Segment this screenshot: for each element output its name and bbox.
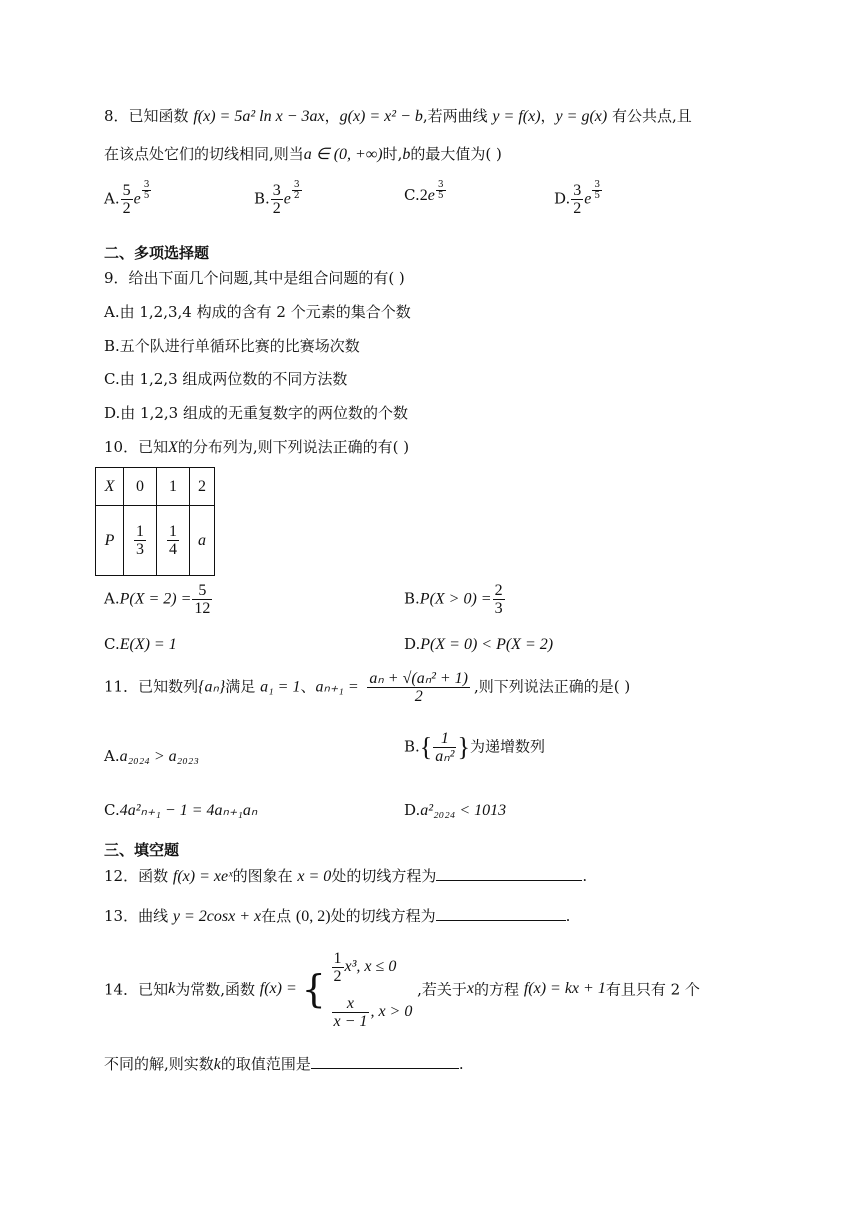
- expression: a₂₀₂₄ > a₂₀₂₃: [119, 748, 199, 765]
- numerator: 5: [192, 582, 212, 600]
- table-cell: X: [96, 468, 124, 506]
- numerator: 3: [437, 180, 444, 190]
- q11-option-d: [404, 800, 506, 821]
- q8-curve: y = g(x): [555, 108, 608, 125]
- numerator: aₙ + √(aₙ² + 1): [369, 670, 468, 687]
- q14-text: 不同的解,则实数: [104, 1055, 214, 1073]
- table-cell: 0: [124, 468, 157, 506]
- q8-text: 的最大值为( ): [410, 145, 502, 163]
- q12-point: x = 0: [297, 868, 332, 885]
- q10-option-c: [104, 634, 177, 655]
- table-cell: 1: [157, 468, 190, 506]
- q12-text: 函数: [138, 867, 169, 885]
- fraction: [134, 523, 146, 558]
- q10-variable: X: [168, 439, 178, 456]
- denominator: 2: [333, 967, 342, 985]
- q14-number: 14．: [104, 980, 139, 999]
- q14-end: .: [458, 1055, 464, 1073]
- table-cell: a: [190, 506, 215, 576]
- q8-option-c: C.2e $\frac{3}{5}$: [404, 180, 444, 204]
- numerator: 1: [433, 730, 456, 748]
- numerator: 1: [333, 949, 342, 967]
- numerator: 3: [272, 182, 281, 199]
- option-label: A.: [104, 589, 120, 608]
- numerator: 5: [122, 182, 131, 199]
- piecewise-case-1: [331, 944, 413, 989]
- q10-text: 的分布列为,则下列说法正确的有( ): [177, 438, 410, 456]
- q10-option-a: [104, 582, 213, 617]
- q11-recurrence-lhs: aₙ₊₁ =: [315, 678, 359, 696]
- fraction: [271, 182, 283, 217]
- fraction: [167, 523, 179, 558]
- piecewise-cases: [331, 944, 413, 1034]
- expression: P(X = 2) =: [119, 590, 192, 608]
- option-label: C.: [104, 801, 120, 819]
- q10-number: 10．: [104, 438, 139, 456]
- q11-text: 满足: [225, 677, 256, 696]
- option-label: C.: [104, 635, 120, 653]
- q11-separator: 、: [300, 677, 316, 696]
- q10-stem: [104, 437, 409, 458]
- q14-line1: [104, 944, 700, 1034]
- q8-text: 已知函数: [128, 107, 189, 125]
- q12-number: 12．: [104, 867, 139, 885]
- q11-text: ,则下列说法正确的是( ): [474, 677, 631, 696]
- exponent-fraction: [142, 180, 152, 201]
- fraction: [433, 730, 456, 765]
- q12: [104, 866, 587, 887]
- table-cell: P: [96, 506, 124, 576]
- answer-blank[interactable]: [436, 920, 566, 921]
- q11-number: 11．: [104, 677, 139, 696]
- q12-function: f(x) = xeˣ: [172, 868, 233, 885]
- q8-g-definition: g(x) = x² − b: [339, 108, 423, 125]
- q11-option-a: [104, 746, 199, 767]
- q14-var-x: x: [466, 980, 475, 997]
- q10-text: 已知: [138, 438, 169, 456]
- denominator: 2: [414, 688, 423, 705]
- q11-option-c: [104, 800, 257, 821]
- denominator: 4: [169, 541, 177, 558]
- q14-text: 已知: [138, 980, 169, 999]
- numerator: 3: [573, 182, 582, 199]
- q11-stem: [104, 670, 630, 705]
- q13-text: 在点: [261, 907, 292, 925]
- numerator: x: [332, 995, 370, 1013]
- numerator: 1: [136, 523, 144, 540]
- q13: [104, 906, 570, 927]
- q14-var-k: k: [213, 1056, 221, 1073]
- q9-option-c: C.由 1,2,3 组成两位数的不同方法数: [104, 370, 348, 388]
- denominator: 2: [293, 191, 300, 201]
- q11-text: 已知数列: [138, 677, 199, 696]
- denominator: 5: [143, 191, 150, 201]
- fraction: [121, 182, 133, 217]
- q8-f-definition: f(x) = 5a² ln x − 3ax: [193, 108, 325, 125]
- q8-line2: [104, 144, 502, 165]
- table-cell: [124, 506, 157, 576]
- denominator: 12: [194, 600, 211, 617]
- q14-equation: f(x) = kx + 1: [523, 980, 606, 997]
- section-heading-multiple-choice: 二、多项选择题: [104, 244, 210, 262]
- q14-text: 为常数,函数: [175, 980, 255, 999]
- option-label: D.: [404, 801, 421, 819]
- option-label: D.: [404, 635, 421, 653]
- option-label: B.: [404, 737, 420, 756]
- expression: P(X = 0) < P(X = 2): [420, 636, 554, 653]
- denominator: 2: [272, 200, 281, 217]
- q13-curve: y = 2cosx + x: [172, 908, 262, 925]
- expression: P(X > 0) =: [419, 590, 492, 608]
- fraction: [192, 582, 212, 617]
- distribution-table: [95, 467, 215, 576]
- q14-text: ,若关于: [417, 980, 467, 999]
- q8-text: 有公共点,且: [611, 107, 692, 125]
- piecewise-case-2: [331, 989, 413, 1034]
- q9-stem: 9．给出下面几个问题,其中是组合问题的有( ): [104, 269, 405, 287]
- q8-var-b: b: [402, 146, 411, 163]
- exponent-fraction: [436, 180, 446, 201]
- fraction: [332, 995, 370, 1030]
- exponent-fraction: [592, 180, 602, 201]
- option-label: B.: [404, 589, 420, 608]
- q11-recurrence-fraction: [367, 670, 470, 705]
- expression: 4a²ₙ₊₁ − 1 = 4aₙ₊₁aₙ: [119, 802, 258, 819]
- case-condition: x³, x ≤ 0: [344, 958, 397, 975]
- piecewise-brace: {: [301, 967, 326, 1011]
- table-cell: [157, 506, 190, 576]
- q10-option-d: [404, 634, 553, 655]
- q8-line1: 8．已知函数 f(x) = 5a² ln x − 3ax，g(x) = x² − b,若两曲线 y = f(x)，y = g(x) 有公共点,且: [104, 107, 692, 125]
- section-heading-fill-in: 三、填空题: [104, 841, 180, 859]
- option-label: C.: [404, 186, 420, 204]
- exponent-fraction: [292, 180, 302, 201]
- denominator: 3: [494, 600, 503, 617]
- fraction: [332, 950, 344, 985]
- q8-curve: y = f(x): [492, 108, 541, 125]
- q8-option-b: B. $\frac{3}{2}$ e $\frac{3}{2}$: [254, 180, 300, 217]
- table-row: [96, 506, 215, 576]
- q9-option-a: A.由 1,2,3,4 构成的含有 2 个元素的集合个数: [104, 303, 411, 321]
- q13-point: (0, 2): [295, 908, 331, 925]
- q8-condition: a ∈ (0, +∞): [303, 146, 383, 163]
- q12-text: 处的切线方程为: [331, 867, 437, 885]
- option-label: D.: [554, 189, 571, 208]
- q12-end: .: [582, 867, 588, 885]
- q14-line2: [104, 1054, 464, 1075]
- q13-end: .: [565, 907, 571, 925]
- case-condition: , x > 0: [370, 1003, 413, 1020]
- q9-option-d: D.由 1,2,3 组成的无重复数字的两位数的个数: [104, 404, 408, 422]
- denominator: 5: [594, 191, 601, 201]
- q13-text: 处的切线方程为: [330, 907, 436, 925]
- fraction: [493, 582, 505, 617]
- answer-blank[interactable]: [436, 880, 582, 881]
- table-cell: 2: [190, 468, 215, 506]
- option-label: A.: [104, 747, 120, 765]
- q14-text: 的取值范围是: [220, 1055, 311, 1073]
- numerator: 2: [494, 582, 503, 599]
- numerator: 3: [143, 180, 150, 190]
- answer-blank[interactable]: [311, 1068, 459, 1069]
- numerator: 1: [169, 523, 177, 540]
- q13-number: 13．: [104, 907, 139, 925]
- q8-option-a: A. $\frac{5}{2}$ e $\frac{3}{5}$: [104, 180, 150, 217]
- denominator: 2: [573, 200, 582, 217]
- q8-number: 8．: [104, 107, 129, 125]
- numerator: 3: [293, 180, 300, 190]
- q8-text: ,若两曲线: [422, 107, 488, 125]
- q9-option-b: B.五个队进行单循环比赛的比赛场次数: [104, 337, 360, 355]
- q14-text: 的方程: [474, 980, 520, 999]
- option-label: A.: [104, 189, 120, 208]
- q13-text: 曲线: [138, 907, 169, 925]
- coefficient: 2: [419, 187, 428, 204]
- expression: E(X) = 1: [119, 636, 177, 653]
- option-label: B.: [254, 189, 270, 208]
- q10-option-b: [404, 582, 506, 617]
- q14-text: 有且只有 2 个: [605, 980, 700, 999]
- denominator: aₙ²: [435, 748, 455, 765]
- option-text: 为递增数列: [469, 737, 545, 756]
- denominator: 5: [437, 191, 444, 201]
- table-row: [96, 468, 215, 506]
- q8-text: 在该点处它们的切线相同,则当: [104, 145, 304, 163]
- q11-initial: a₁ = 1: [260, 678, 301, 696]
- fraction: [571, 182, 583, 217]
- q14-var-k: k: [168, 980, 176, 997]
- denominator: 2: [122, 200, 131, 217]
- numerator: 3: [594, 180, 601, 190]
- denominator: 3: [136, 541, 144, 558]
- expression: a²₂₀₂₄ < 1013: [420, 802, 507, 819]
- q11-sequence: {aₙ}: [198, 678, 226, 696]
- q8-text: 时,: [382, 145, 403, 163]
- q11-option-b: B.{ $\frac{1}{\text{aₙ²}}$ }为递增数列: [404, 730, 545, 765]
- denominator: x − 1: [333, 1012, 368, 1030]
- q12-text: 的图象在: [232, 867, 293, 885]
- q8-option-d: D. $\frac{3}{2}$ e $\frac{3}{5}$: [554, 180, 601, 217]
- q14-function-lhs: f(x) =: [259, 980, 297, 997]
